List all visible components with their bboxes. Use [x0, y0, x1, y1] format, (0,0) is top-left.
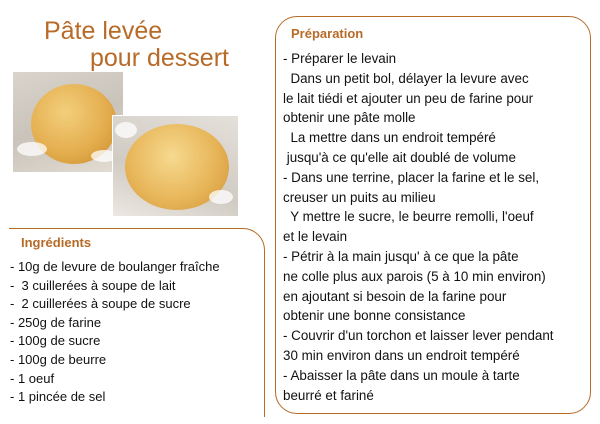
ingredient-item: - 2 cuillerées à soupe de sucre	[10, 296, 191, 312]
ingredients-heading: Ingrédients	[21, 235, 92, 250]
preparation-line: Dans un petit bol, délayer la levure avec	[283, 70, 529, 86]
flour-dusting	[17, 142, 47, 156]
recipe-title	[44, 18, 229, 72]
ingredient-item: - 1 pincée de sel	[10, 389, 106, 405]
flour-dusting	[209, 190, 233, 204]
preparation-line: La mettre dans un endroit tempéré	[283, 130, 496, 146]
ingredient-item: - 100g de beurre	[10, 351, 107, 367]
preparation-line: creuser un puits au milieu	[283, 189, 436, 205]
dough-after-rising-photo	[112, 115, 238, 216]
title-line-1: Pâte levée	[44, 17, 163, 45]
ingredient-item: - 10g de levure de boulanger fraîche	[10, 259, 220, 274]
dough-before-rising-photo	[13, 72, 123, 172]
preparation-line: - Abaisser la pâte dans un moule à tarte	[283, 367, 520, 383]
preparation-heading: Préparation	[291, 26, 364, 41]
preparation-steps	[283, 49, 554, 405]
title-line-2: pour dessert	[90, 44, 229, 72]
preparation-line: obtenir une pâte molle	[283, 110, 416, 126]
preparation-line: et le levain	[283, 229, 348, 245]
preparation-line: 30 min environ dans un endroit tempéré	[283, 347, 520, 363]
preparation-line: le lait tiédi et ajouter un peu de farine pour	[283, 90, 534, 106]
preparation-line: Y mettre le sucre, le beurre remolli, l'oeuf	[283, 209, 534, 225]
preparation-line: - Dans une terrine, placer la farine et le sel,	[283, 169, 540, 185]
preparation-line: - Couvrir d'un torchon et laisser lever pendant	[283, 328, 554, 344]
ingredient-item: - 250g de farine	[10, 314, 102, 330]
preparation-line: beurré et fariné	[283, 387, 374, 403]
ingredients-list	[10, 258, 220, 407]
preparation-line: jusqu'à ce qu'elle ait doublé de volume	[283, 149, 516, 165]
preparation-line: obtenir une bonne consistance	[283, 308, 466, 324]
preparation-line: - Préparer le levain	[283, 51, 397, 66]
ingredient-item: - 3 cuillerées à soupe de lait	[10, 277, 176, 293]
ingredient-item: - 100g de sucre	[10, 333, 101, 349]
preparation-line: en ajoutant si besoin de la farine pour	[283, 288, 507, 304]
preparation-line: ne colle plus aux parois (5 à 10 min environ)	[283, 268, 546, 284]
ingredient-item: - 1 oeuf	[10, 370, 55, 386]
preparation-line: - Pétrir à la main jusqu' à ce que la pâte	[283, 248, 519, 264]
flour-dusting	[115, 122, 137, 138]
